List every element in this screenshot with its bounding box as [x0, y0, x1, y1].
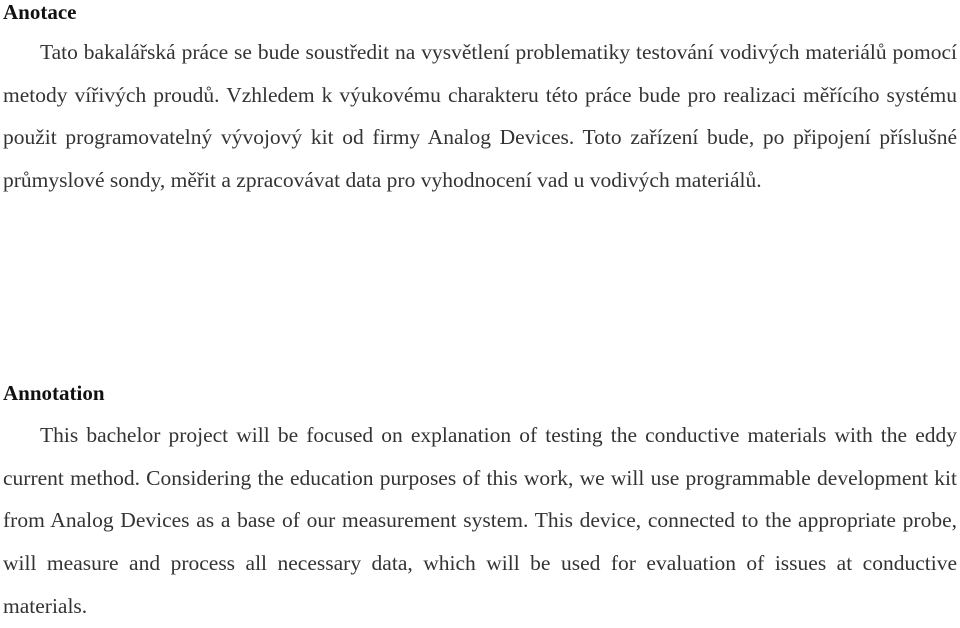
- paragraph-anotace: Tato bakalářská práce se bude soustředit na vysvětlení problematiky testování vodivých materiálů pomocí metody vířivých proudů. Vzhledem k výukovému charakteru této práce bude pro realizaci měřícího systému použit programovatelný vývojový kit od firmy Analog Devices. Toto zařízení bude, po připojení příslušné průmyslové sondy, měřit a zpracovávat data pro vyhodnocení vad u vodivých materiálů.: [3, 40, 957, 193]
- heading-annotation: Annotation: [3, 381, 105, 405]
- paragraph-annotation: This bachelor project will be focused on explanation of testing the conductive materials with the eddy current method. Considering the education purposes of this work, we will use programmable development kit from Analog Devices as a base of our measurement system. This device, connected to the appropriate probe, will measure and process all necessary data, which will be used for evaluation of issues at conductive materials.: [3, 423, 957, 618]
- heading-anotace: Anotace: [3, 0, 77, 24]
